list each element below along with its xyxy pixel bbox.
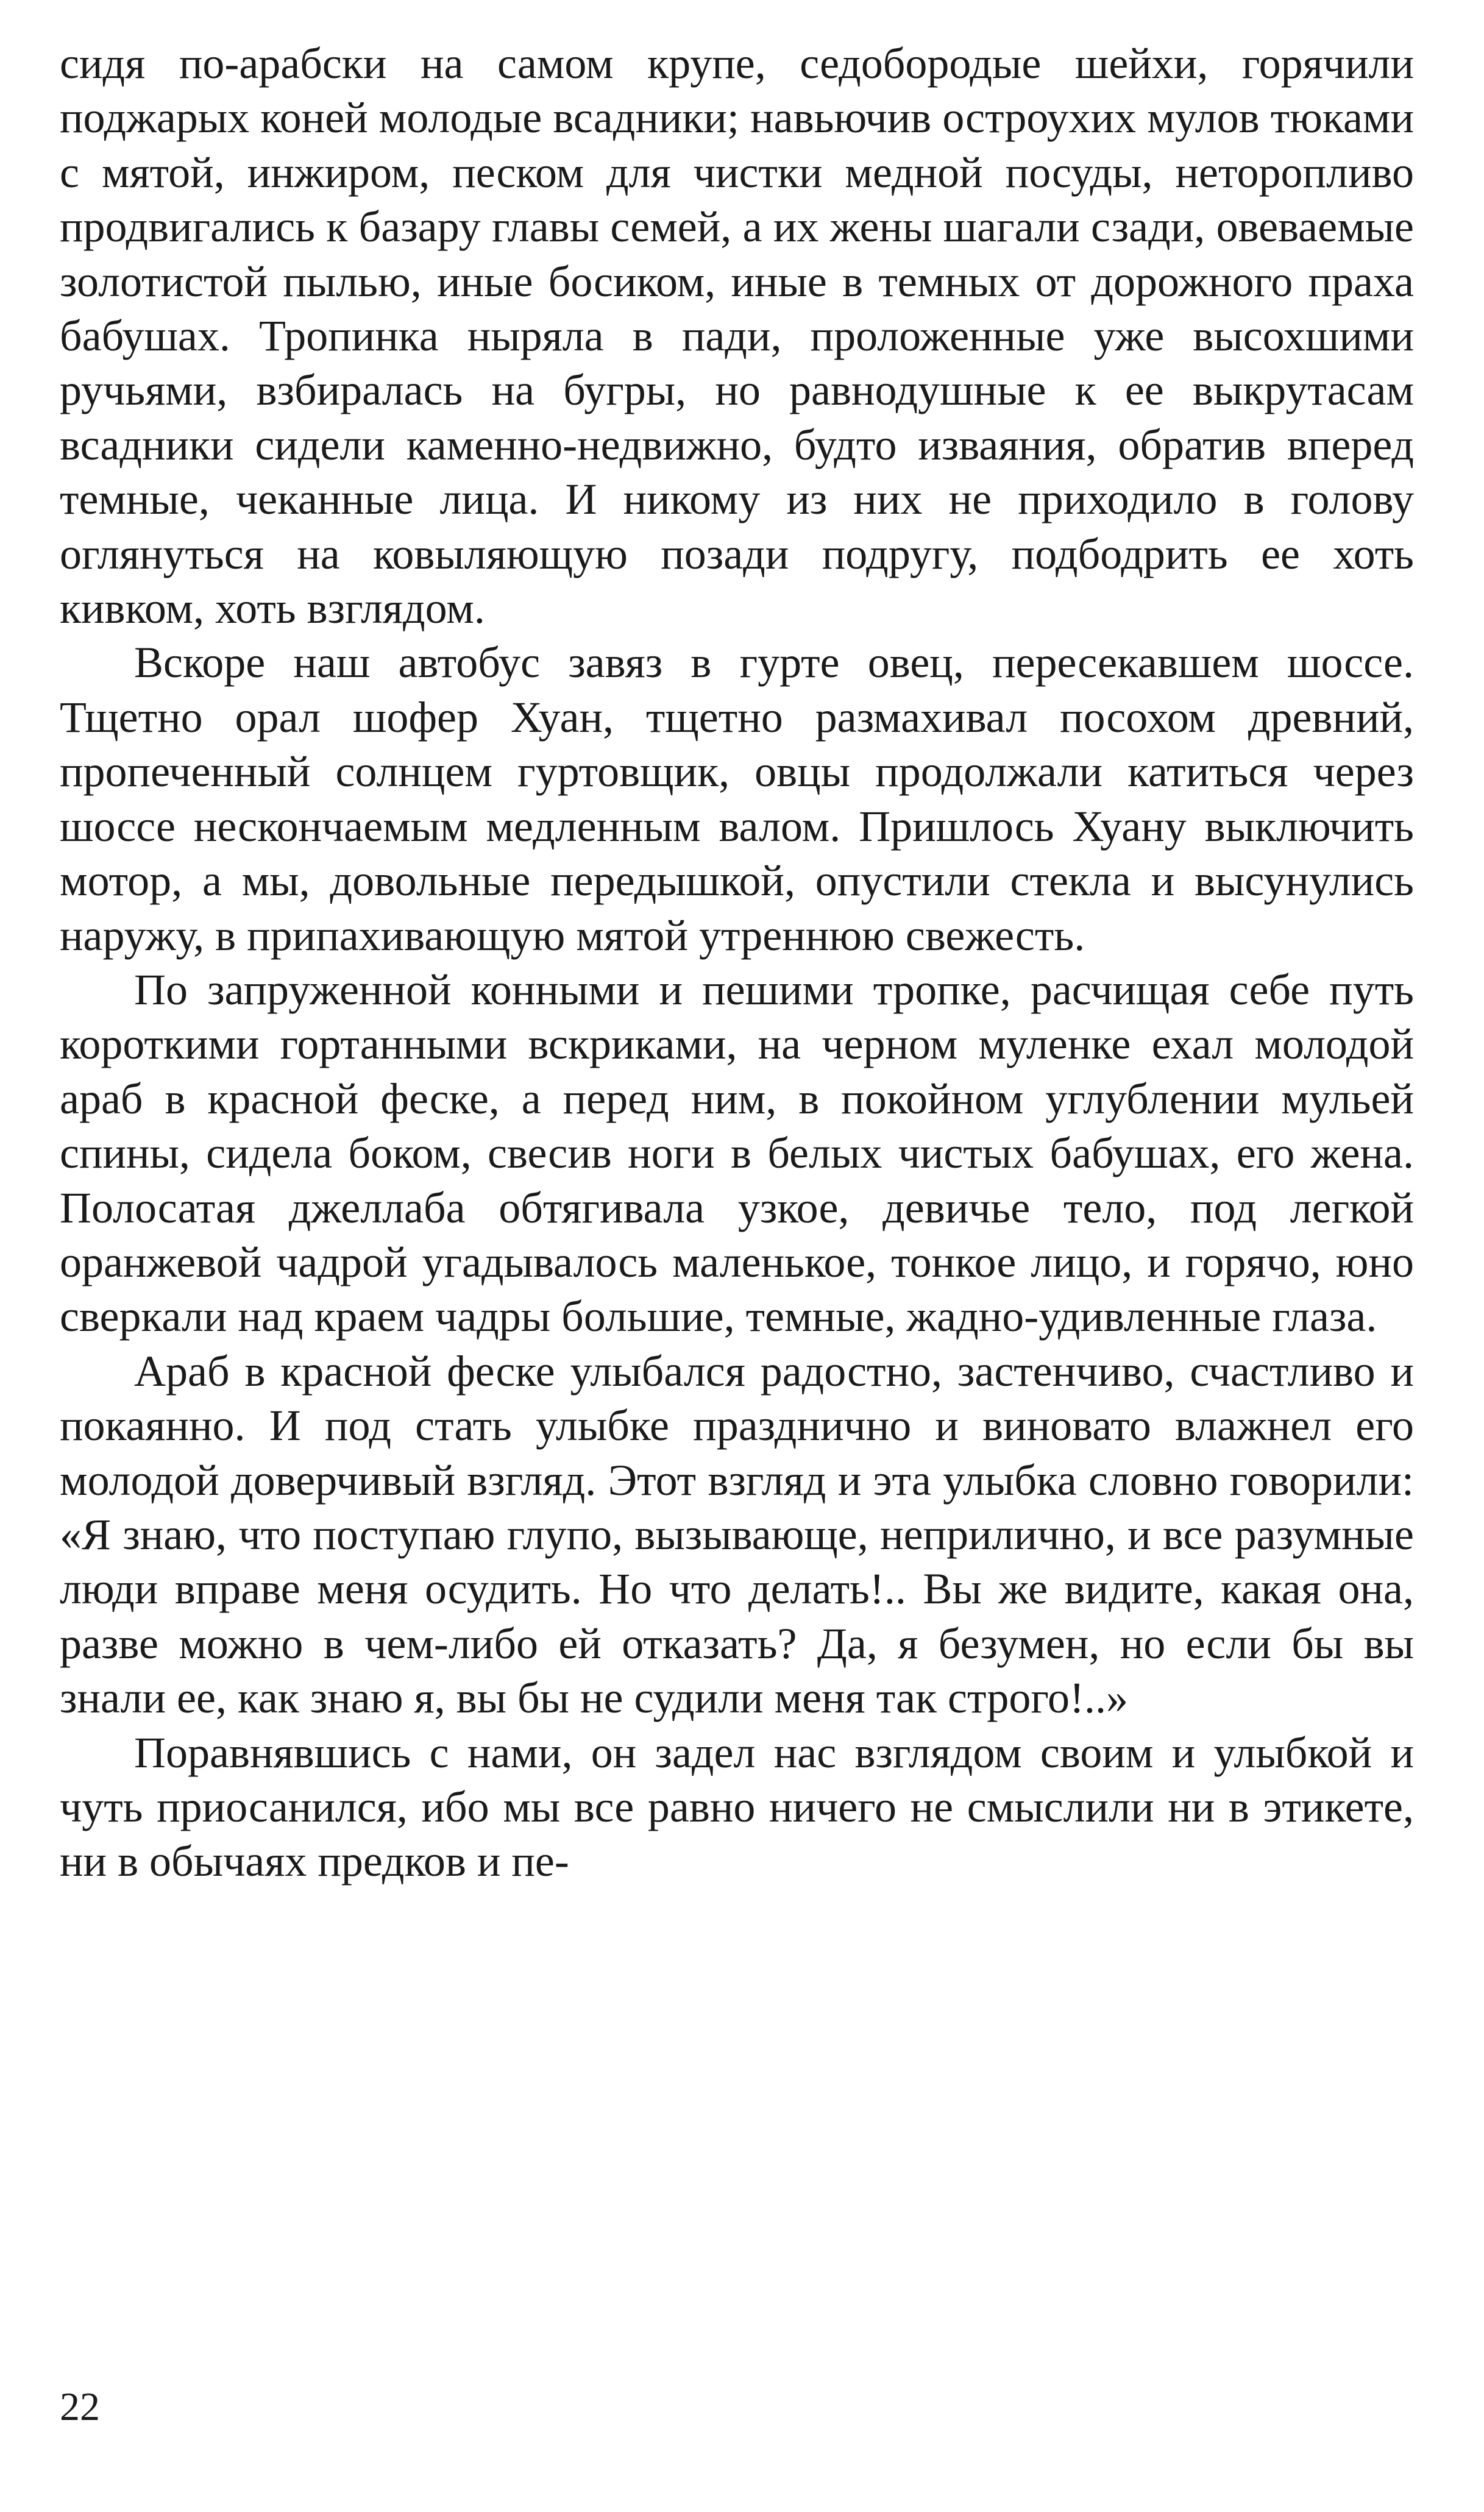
paragraph-2: Вскоре наш автобус завяз в гурте овец, пересекавшем шоссе. Тщетно орал шофер Хуан, тщетно размахивал посохом древний, пропеченный солнцем гуртовщик, овцы продолжали катиться через шоссе нескончаемым медленным валом. Пришлось Хуану выключить мотор, а мы, довольные передышкой, опустили стекла и высунулись наружу, в припахивающую мятой утреннюю свежесть. bbox=[60, 638, 1414, 960]
page-number: 22 bbox=[60, 2385, 100, 2429]
paragraph-3: По запруженной конными и пешими тропке, расчищая себе путь короткими гортанными вскриками, на черном муленке ехал молодой араб в красной феске, а перед ним, в покойном углублении мульей спины, сидела боком, свесив ноги в белых чистых бабушах, его жена. Полосатая джеллаба обтягивала узкое, девичье тело, под легкой оранжевой чадрой угадывалось маленькое, тонкое лицо, и горячо, юно сверкали над краем чадры большие, темные, жадно-удивленные глаза. bbox=[60, 965, 1414, 1341]
body-text bbox=[60, 37, 1414, 1889]
paragraph-5: Поравнявшись с нами, он задел нас взглядом своим и улыбкой и чуть приосанился, ибо мы все равно ничего не смыслили ни в этикете, ни в обычаях предков и пе- bbox=[60, 1728, 1414, 1886]
paragraph-1: сидя по-арабски на самом крупе, седобородые шейхи, горячили поджарых коней молодые всадники; навьючив остроухих мулов тюками с мятой, инжиром, песком для чистки медной посуды, неторопливо продвигались к базару главы семей, а их жены шагали сзади, овеваемые золотистой пылью, иные босиком, иные в темных от дорожного праха бабушах. Тропинка ныряла в пади, проложенные уже высохшими ручьями, взбиралась на бугры, но равнодушные к ее выкрутасам всадники сидели каменно-недвижно, будто изваяния, обратив вперед темные, чеканные лица. И никому из них не приходило в голову оглянуться на ковыляющую позади подругу, подбодрить ее хоть кивком, хоть взглядом. bbox=[60, 39, 1414, 633]
paragraph-4: Араб в красной феске улыбался радостно, застенчиво, счастливо и покаянно. И под стать улыбке празднично и виновато влажнел его молодой доверчивый взгляд. Этот взгляд и эта улыбка словно говорили: «Я знаю, что поступаю глупо, вызывающе, неприлично, и все разумные люди вправе меня осудить. Но что делать!.. Вы же видите, какая она, разве можно в чем-либо ей отказать? Да, я безумен, но если бы вы знали ее, как знаю я, вы бы не судили меня так строго!..» bbox=[60, 1346, 1414, 1723]
